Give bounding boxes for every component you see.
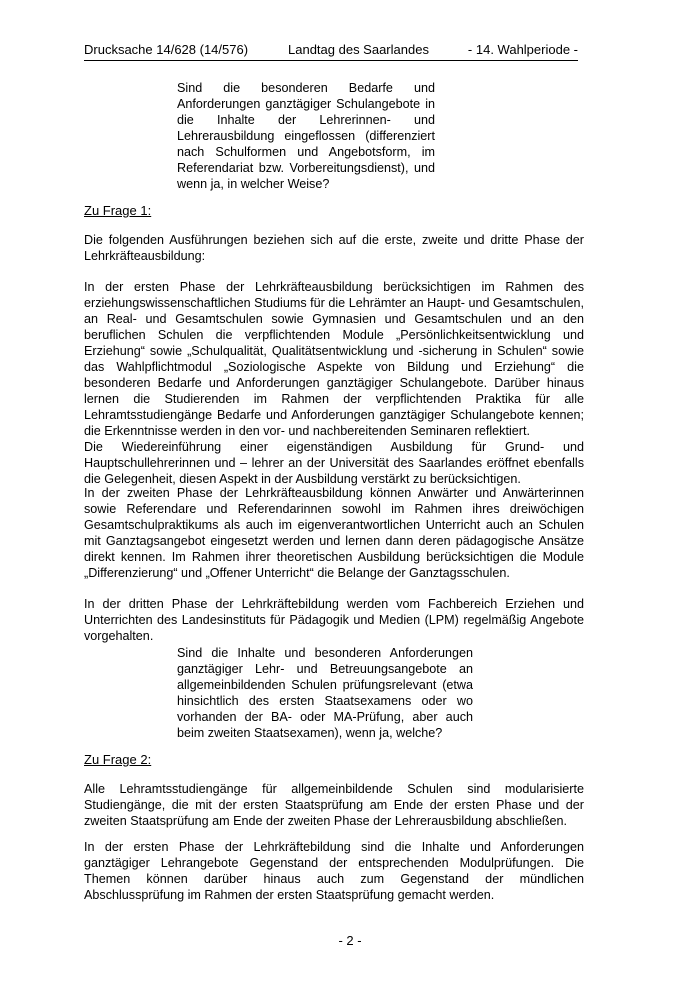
answer-1-intro: Die folgenden Ausführungen beziehen sich auf die erste, zweite und dritte Phase der Lehrkräfteausbildung: [84,233,584,263]
parliament-name: Landtag des Saarlandes [288,42,429,57]
answer-1-heading: Zu Frage 1: [84,203,152,218]
page-number: - 2 - [338,933,362,948]
page-header [84,42,578,61]
question-2: Sind die Inhalte und besonderen Anforderungen ganztägiger Lehr- und Betreuungsangebote an allgemeinbildenden Schulen prüfungsrelevant (etwa hinsichtlich des ersten Staatsexamens oder wo vorhanden der BA- oder MA-Prüfung, aber auch beim zweiten Staatsexamen), wenn ja, welche? [177,646,473,740]
answer-1-phase-1 [84,279,584,487]
answer-1-phase-3: In der dritten Phase der Lehrkräftebildung werden vom Fachbereich Erziehen und Unterrichten des Landesinstituts für Pädagogik und Medien (LPM) regelmäßig Angebote vorgehalten. [84,597,584,643]
answer-2-paragraph-1: Alle Lehramtsstudiengänge für allgemeinbildende Schulen sind modularisierte Studiengänge, die mit der ersten Staatsprüfung am Ende der ersten Phase und der zweiten Staatsprüfung am Ende der zweiten Phase der Lehrerausbildung abschließen. [84,782,584,828]
answer-1-phase-1-continued: Die Wiedereinführung einer eigenständigen Ausbildung für Grund- und Hauptschullehrerinnen und – lehrer an der Universität des Saarlandes eröffnet ebenfalls die Gelegenheit, diesen Aspekt in der Ausbildung verstärkt zu berücksichtigen. [84,440,584,486]
answer-2-heading: Zu Frage 2: [84,752,152,767]
answer-2-paragraph-2: In der ersten Phase der Lehrkräftebildung sind die Inhalte und Anforderungen ganztägiger Lehrangebote Gegenstand der entsprechenden Modulprüfungen. Die Themen können darüber hinaus auch zum Gegenstand der mündlichen Abschlussprüfung im Rahmen der ersten Staatsprüfung gemacht werden. [84,840,584,902]
legislative-period: - 14. Wahlperiode - [467,42,578,57]
document-number: Drucksache 14/628 (14/576) [84,42,249,57]
answer-1-phase-1-text: In der ersten Phase der Lehrkräfteausbildung berücksichtigen im Rahmen des erziehungswissenschaftlichen Studiums für die Lehrämter an Haupt- und Gesamtschulen, an Real- und Gesamtschulen sowie Gymnasien und Gesamtschulen und an den beruflichen Schulen die verpflichtenden Module „Persönlichkeitsentwicklung und Erziehung“ sowie „Schulqualität, Qualitätsentwicklung und -sicherung in Schulen“ sowie das Wahlpflichtmodul „Soziologische Aspekte von Bildung und Erziehung“ die besonderen Bedarfe und Anforderungen ganztägiger Schulangebote. Darüber hinaus lernen die Studierenden im Rahmen der verpflichtenden Praktika für alle Lehramtsstudiengänge Bedarfe und Anforderungen ganztägiger Schulangebote kennen; die Erkenntnisse werden in den vor- und nachbereitenden Seminaren reflektiert. [84,280,584,438]
answer-1-phase-2: In der zweiten Phase der Lehrkräfteausbildung können Anwärter und Anwärterinnen sowie Referendare und Referendarinnen sowohl im Rahmen ihres dreiwöchigen Gesamtschulpraktikums als auch im eigenverantwortlichen Unterricht auch an Schulen mit Ganztagsangebot eingesetzt werden und lernen dann deren pädagogische Ansätze direkt kennen. Im Rahmen ihrer theoretischen Ausbildung berücksichtigen die Module „Differenzierung“ und „Offener Unterricht“ die Belange der Ganztagsschulen. [84,486,584,580]
question-1: Sind die besonderen Bedarfe und Anforderungen ganztägiger Schulangebote in die Inhalte der Lehrerinnen- und Lehrerausbildung eingeflossen (differenziert nach Schulformen und Angebotsform, im Referendariat bzw. Vorbereitungsdienst), und wenn ja, in welcher Weise? [177,81,435,191]
